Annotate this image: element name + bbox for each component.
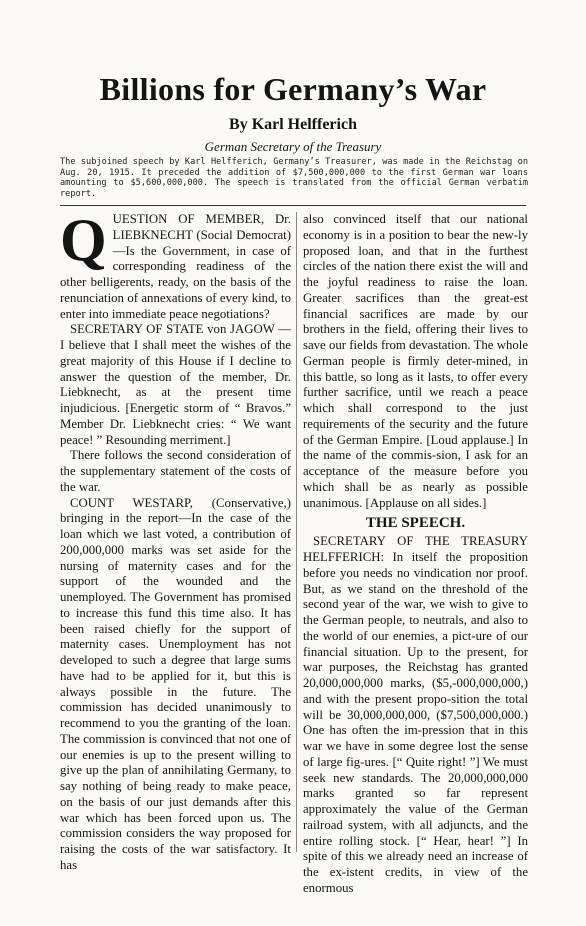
header-rule xyxy=(60,205,526,206)
article-byline: By Karl Helfferich xyxy=(229,116,357,133)
paragraph-text: UESTION OF MEMBER, Dr. LIEBKNECHT (Social Democrat)—Is the Government, in case of corresponding readiness of the other belligerents, ready, on the basis of the renunciation of annexations of every kind, to enter into immediate peace negotiations? xyxy=(60,212,291,321)
author-title: German Secretary of the Treasury xyxy=(204,139,382,154)
paragraph: There follows the second consideration of the supplementary statement of the costs of the war. xyxy=(60,448,291,494)
right-column xyxy=(303,212,528,897)
drop-cap: Q xyxy=(60,207,107,273)
paragraph: SECRETARY OF STATE von JAGOW —I believe that I shall meet the wishes of the great majority of this House if I decline to answer the question of the member, Dr. Liebknecht, as at the present time injudicious. [Energetic storm of “ Bravos.” Member Dr. Liebknecht cries: “ We want peace! ” Resounding merriment.] xyxy=(60,322,291,447)
paragraph: SECRETARY OF THE TREASURY HELFFERICH: In itself the proposition before you needs no vindication nor proof. But, as we stand on the threshold of the second year of the war, we wish to give to the German people, to neutrals, and also to the world of our enemies, a pict-ure of our financial situation. Up to the present, for war purposes, the Reichstag has granted 20,000,000,000 marks, ($5,-000,000,000,) and with the present propo-sition the total will be 30,000,000,000, ($7,500,000,000.) One has often the im-pression that in this war we have in some degree lost the sense of large fig-ures. [“ Quite right! ”] We must seek new standards. The 20,000,000,000 marks granted so far represent approximately the value of the German railroad system, with all adjuncts, and the entire rolling stock. [“ Hear, hear! ”] In spite of this we already need an increase of the ex-istent credits, in view of the enormous xyxy=(303,534,528,895)
article-title: Billions for Germany’s War xyxy=(99,71,487,107)
paragraph xyxy=(60,207,291,322)
paragraph: COUNT WESTARP, (Conservative,) bringing in the report—In the case of the loan which we last voted, a contribution of 200,000,000 marks was set aside for the nursing of maternity cases and for the support of the wounded and the unemployed. The Government has promised to increase this fund this time also. It has been raised chiefly for the support of maternity cases. Unemployment has not developed to such a degree that large sums have had to be applied for it, but this is always possible in the future. The commission has decided unanimously to recommend to you the granting of the loan. The commission is convinced that not one of our enemies is up to the present willing to give up the plan of annihilating Germany, to say nothing of being ready to make peace, on the basis of our just demands after this war which has been forced upon us. The commission considers the way proposed for raising the costs of the war satisfactory. It has xyxy=(60,495,291,872)
intro-note: The subjoined speech by Karl Helfferich, Germany’s Treasurer, was made in the Reichstag on Aug. 20, 1915. It preceded the addition of $7,500,000,000 to the first German war loans amounting to $5,600,000,000. The speech is translated from the official German verbatim report. xyxy=(60,157,528,199)
paragraph: also convinced itself that our national economy is in a position to bear the new-ly proposed loan, and that in the furthest circles of the nation there exist the will and the joyful readiness to raise the loan. Greater sacrifices than the great-est financial sacrifices are made by our brothers in the field, offering their lives to save our fields from devastation. The whole German people is firmly deter-mined, in this battle, so long as it lasts, to offer every further sacrifice, until we reach a peace which shall correspond to the just requirements of the security and the future of the German Empire. [Loud applause.] In the name of the commis-sion, I ask for an acceptance of the measure before you which shall be as nearly as possible unanimous. [Applause on all sides.] xyxy=(303,212,528,510)
section-heading: THE SPEECH. xyxy=(365,515,466,532)
column-divider xyxy=(296,212,297,852)
left-column xyxy=(60,207,291,874)
